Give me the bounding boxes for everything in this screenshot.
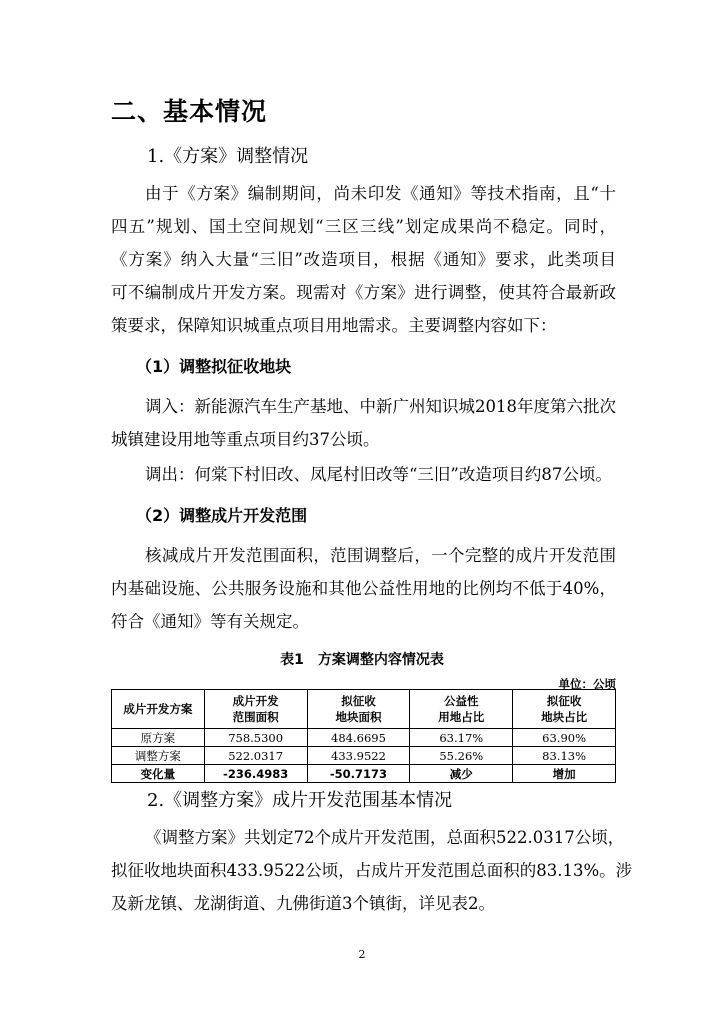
table-cell: -236.4983 <box>204 765 307 783</box>
table-cell: 83.13% <box>513 747 616 765</box>
text-line: 由于《方案》编制期间，尚未印发《通知》等技术指南，且“十 <box>145 184 616 203</box>
paragraph-1 <box>111 177 616 342</box>
table-header-row <box>112 690 616 729</box>
text-line: 城镇建设用地等重点项目约37公顷。 <box>111 430 380 449</box>
table-cell: 减少 <box>410 765 513 783</box>
text-line: 四五”规划、国土空间规划“三区三线”划定成果尚不稳定。同时， <box>111 217 616 236</box>
text-line: 可不编制成片开发方案。现需对《方案》进行调整，使其符合最新政 <box>111 283 616 302</box>
table-cell: 增加 <box>513 765 616 783</box>
adjustment-table <box>111 689 616 783</box>
paragraph-2 <box>111 539 616 638</box>
text-line: 《调整方案》共划定72个成片开发范围，总面积522.0317公顷， <box>145 828 625 847</box>
table-cell: 63.17% <box>410 729 513 747</box>
paragraph-transfer-in <box>111 390 616 456</box>
paragraph-3 <box>111 821 633 920</box>
text-line: 拟征收地块面积433.9522公顷，占成片开发范围总面积的83.13%。涉 <box>111 861 633 880</box>
text-line: 策要求，保障知识城重点项目用地需求。主要调整内容如下： <box>111 316 557 335</box>
table-cell: 调整方案 <box>112 747 205 765</box>
table-cell: 433.9522 <box>307 747 410 765</box>
text-line: 调出：何棠下村旧改、凤尾村旧改等“三旧”改造项目约87公顷。 <box>145 465 612 484</box>
text-line: 内基础设施、公共服务设施和其他公益性用地的比例均不低于40%， <box>111 579 616 598</box>
page-number: 2 <box>358 948 366 961</box>
text-line: 符合《通知》等有关规定。 <box>111 612 309 631</box>
table-cell: 原方案 <box>112 729 205 747</box>
header-expropriation-ratio: 拟征收 地块占比 <box>513 690 616 729</box>
table-cell: 63.90% <box>513 729 616 747</box>
table-unit: 单位：公顷 <box>558 677 616 691</box>
paragraph-transfer-out <box>111 458 616 491</box>
subsection-title-a: （1）调整拟征收地块 <box>136 357 292 376</box>
subsection-title-1: 1.《方案》调整情况 <box>147 146 309 167</box>
table-cell: -50.7173 <box>307 765 410 783</box>
text-line: 《方案》纳入大量“三旧”改造项目，根据《通知》要求，此类项目 <box>111 250 616 269</box>
table-cell: 55.26% <box>410 747 513 765</box>
table-cell: 522.0317 <box>204 747 307 765</box>
table-caption: 表1 方案调整内容情况表 <box>280 652 444 668</box>
subsection-title-b: （2）调整成片开发范围 <box>136 506 308 525</box>
header-expropriation-area: 拟征收 地块面积 <box>307 690 410 729</box>
text-line: 核减成片开发范围面积，范围调整后，一个完整的成片开发范围 <box>145 546 616 565</box>
text-line: 调入：新能源汽车生产基地、中新广州知识城2018年度第六批次 <box>145 397 616 416</box>
table-row <box>112 729 616 747</box>
subsection-title-2: 2.《调整方案》成片开发范围基本情况 <box>147 790 453 811</box>
table-total-row <box>112 765 616 783</box>
header-range-area: 成片开发 范围面积 <box>204 690 307 729</box>
table-cell: 484.6695 <box>307 729 410 747</box>
section-title: 二、基本情况 <box>111 97 268 126</box>
table-cell: 758.5300 <box>204 729 307 747</box>
table-row <box>112 747 616 765</box>
header-plan: 成片开发方案 <box>112 690 205 729</box>
table-cell: 变化量 <box>112 765 205 783</box>
header-public-ratio: 公益性 用地占比 <box>410 690 513 729</box>
text-line: 及新龙镇、龙湖街道、九佛街道3个镇街，详见表2。 <box>111 894 495 913</box>
